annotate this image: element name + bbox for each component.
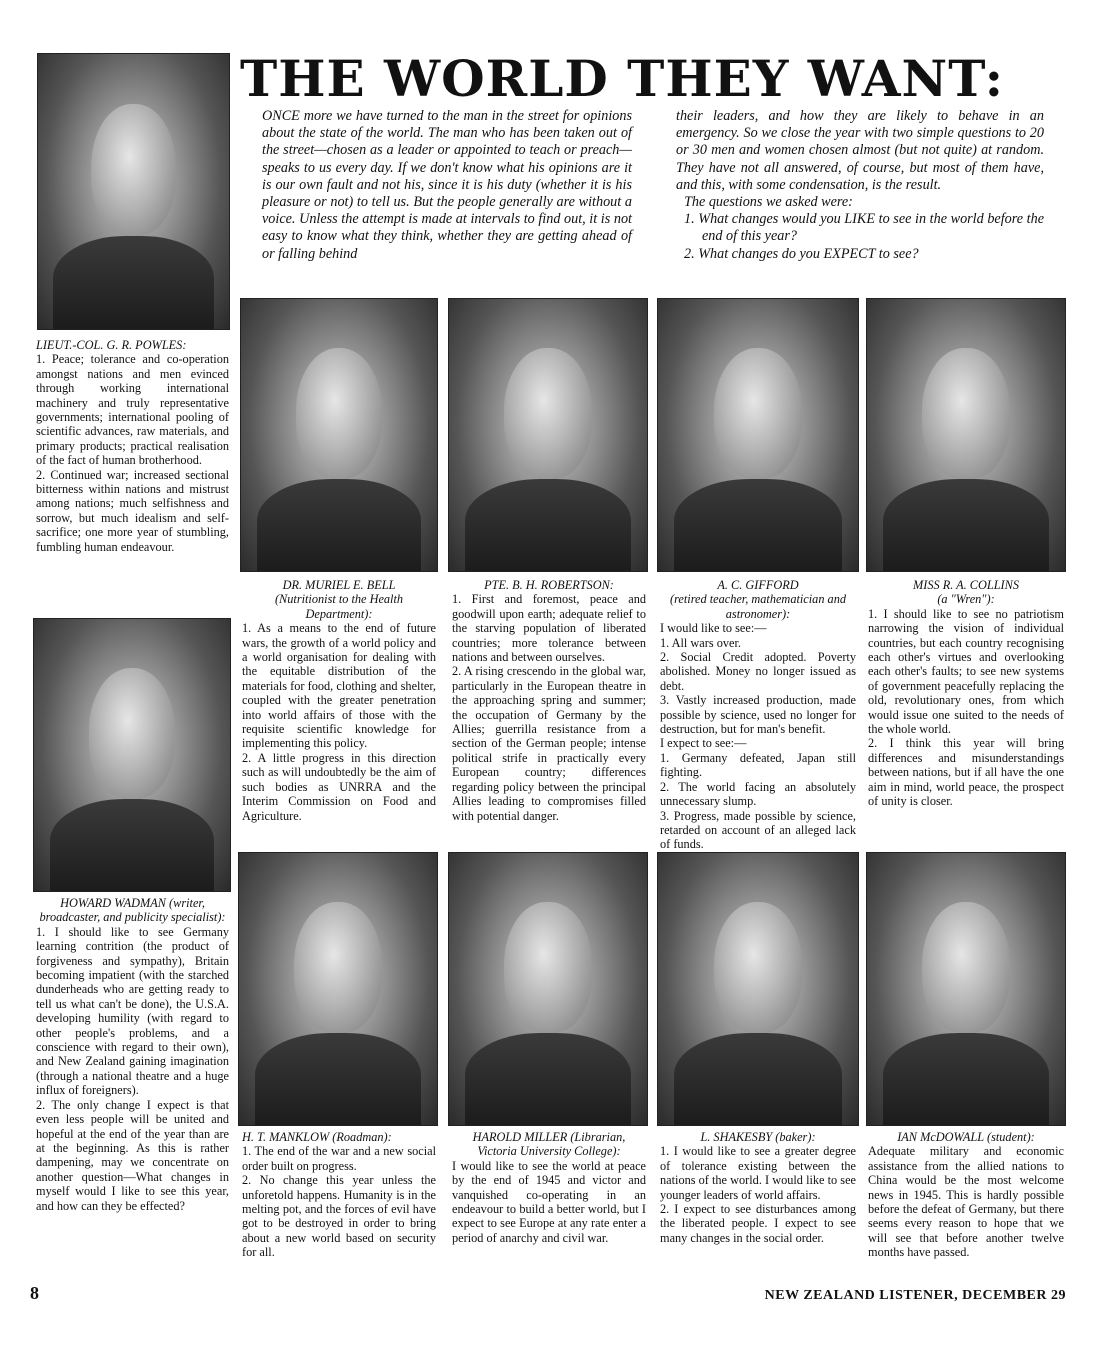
- person-role: (a "Wren"):: [937, 592, 995, 607]
- person-name: L. SHAKESBY (baker):: [700, 1130, 816, 1144]
- caption-bell: [242, 578, 436, 823]
- answer-1: 1. The end of the war and a new social order built on progress.: [242, 1144, 436, 1173]
- portrait-robertson: [448, 298, 648, 572]
- answer-2: 2. A little progress in this direction such as will undoubtedly be the aim of such bodies as UNRRA and the Interim Commission on Food and Agriculture.: [242, 750, 436, 823]
- caption-gifford: [660, 578, 856, 852]
- caption-shakesby: [660, 1130, 856, 1245]
- person-name: MISS R. A. COLLINS: [912, 578, 1019, 592]
- person-name: H. T. MANKLOW (Roadman):: [242, 1130, 392, 1144]
- answer-2: 2. I think this year will bring differences and misunderstandings between nations, but if all have the one aim in mind, world peace, the prospect of unity is closer.: [868, 736, 1064, 809]
- portrait-miller: [448, 852, 648, 1126]
- page-title: THE WORLD THEY WANT:: [240, 49, 1005, 108]
- person-name: LIEUT.-COL. G. R. POWLES:: [36, 338, 187, 352]
- portrait-wadman: [33, 618, 231, 892]
- portrait-gifford: [657, 298, 859, 572]
- like-item: 2. Social Credit adopted. Poverty abolished. Money no longer issued as debt.: [660, 650, 856, 693]
- like-heading: I would like to see:—: [660, 621, 767, 636]
- portrait-shakesby: [657, 852, 859, 1126]
- portrait-powles: [37, 53, 230, 330]
- expect-heading: I expect to see:—: [660, 736, 747, 751]
- person-role: (Nutritionist to the Health Department):: [274, 592, 404, 621]
- answer-1: 1. I should like to see Germany learning contrition (the product of forgiveness and sympathy), Britain becoming impatient (with the starched dunderheads who are getting ready to tell us what can't be done), the U.S.A. developing humility (with regard to other people's problems, and a conscience with regard to their own), and New Zealand gaining imagination (through a national theatre and a huge influx of foreigners).: [36, 924, 229, 1098]
- caption-wadman: [36, 896, 229, 1213]
- question-2: 2. What changes do you EXPECT to see?: [684, 245, 919, 262]
- answer-2: 2. The only change I expect is that even less people will be united and hopeful at the end of the year than are at the beginning. As this is rather dampening, may we concentrate on another question—What changes in myself would I like to see this year, and how can they be effected?: [36, 1097, 229, 1213]
- portrait-bell: [240, 298, 438, 572]
- publication-line: NEW ZEALAND LISTENER, DECEMBER 29: [764, 1288, 1066, 1303]
- answer-1: Adequate military and economic assistance from the allied nations to China would be the most welcome news in 1945. This is hardly possible before the defeat of Germany, but there seems every reason to hope that we will see that before another twelve months have passed.: [868, 1144, 1064, 1260]
- answer-2: 2. A rising crescendo in the global war, particularly in the European theatre in the approaching spring and summer; the occupation of Germany by the Allies; guerrilla resistance from a section of the German people; intense political strife in practically every European country; differences regarding policy between the principal Allies leading to compromises filled with potential danger.: [452, 664, 646, 823]
- answer-1: 1. Peace; tolerance and co-operation amongst nations and men evinced through working international machinery and truly representative governments; international pooling of scientific advances, raw materials, and primary products; practical realisation of the fact of human brotherhood.: [36, 352, 229, 468]
- person-name: PTE. B. H. ROBERTSON:: [484, 578, 614, 592]
- person-name: HOWARD WADMAN (writer, broadcaster, and publicity specialist):: [39, 896, 226, 925]
- answer-2: 2. No change this year unless the unforetold happens. Humanity is in the melting pot, and the forces of evil have got to be destroyed in order to bring about a new world based on security for all.: [242, 1173, 436, 1260]
- portrait-collins: [866, 298, 1066, 572]
- portrait-mcdowall: [866, 852, 1066, 1126]
- caption-mcdowall: [868, 1130, 1064, 1260]
- like-item: 3. Vastly increased production, made possible by science, used no longer for destruction, but for man's benefit.: [660, 693, 856, 737]
- portrait-manklow: [238, 852, 438, 1126]
- answer-1: 1. First and foremost, peace and goodwill upon earth; adequate relief to the starving population of liberated countries; more tolerance between nations and between ourselves.: [452, 592, 646, 665]
- answer-2: 2. I expect to see disturbances among the liberated people. I expect to see many changes in the social order.: [660, 1202, 856, 1245]
- answer-1: 1. As a means to the end of future wars, the growth of a world policy and a world organisation for dealing with the equitable distribution of the materials for food, clothing and shelter, coupled with the greater penetration into world affairs of those with the requisite scientific knowledge for implementing this policy.: [242, 621, 436, 751]
- person-name: IAN McDOWALL (student):: [897, 1130, 1035, 1144]
- person-name: A. C. GIFFORD: [717, 578, 799, 592]
- caption-miller: [452, 1130, 646, 1245]
- question-1: 1. What changes would you LIKE to see in the world before the end of this year?: [684, 211, 1044, 245]
- page-number: 8: [30, 1283, 39, 1303]
- expect-item: 3. Progress, made possible by science, retarded on account of an alleged lack of funds.: [660, 808, 856, 852]
- answer-1: I would like to see the world at peace by the end of 1945 and victor and vanquished co-operating in an endeavour to build a better world, but I expect to see Europe at any rate enter a period of anarchy and civil war.: [452, 1158, 646, 1245]
- questions-intro: The questions we asked were:: [684, 194, 853, 211]
- intro-right-text: their leaders, and how they are likely to behave in an emergency. So we close the year with two simple questions to 20 or 30 men and women chosen almost (but not quite) at random. They have not all answered, of course, but most of them have, and this, with some condensation, is the result.: [676, 108, 1044, 193]
- intro-right: [676, 108, 1044, 263]
- person-role: (retired teacher, mathematician and astronomer):: [670, 592, 846, 621]
- caption-manklow: [242, 1130, 436, 1260]
- intro-left-text: ONCE more we have turned to the man in the street for opinions about the state of the world. The man who has been taken out of the street—chosen as a leader or appointed to teach or preach—speaks to us every day. If we don't know what his opinions are it is our own fault and not his, since it is his duty (whether it is his pleasure or not) to tell us. But the people generally are without a voice. Unless the attempt is made at intervals to find out, it is not easy to know what they think, whether they are getting ahead of or falling behind: [262, 108, 632, 262]
- person-name: DR. MURIEL E. BELL: [282, 578, 396, 592]
- answer-2: 2. Continued war; increased sectional bitterness within nations and mistrust among nations; much selfishness and sorrow, but much idealism and self-sacrifice; one more year of stumbling, fumbling human endeavour.: [36, 467, 229, 554]
- caption-robertson: [452, 578, 646, 823]
- intro-left: [262, 108, 632, 263]
- caption-powles: [36, 338, 229, 554]
- expect-item: 1. Germany defeated, Japan still fighting.: [660, 750, 856, 780]
- person-name: HAROLD MILLER (Librarian, Victoria University College):: [472, 1130, 626, 1159]
- answer-1: 1. I should like to see no patriotism narrowing the vision of individual countries, but each country recognising each other's virtues and overlooking each other's faults; to see new systems of government peacefully replacing the old, revolutionary ones, from which would issue one suited to the needs of the whole world.: [868, 606, 1064, 737]
- expect-item: 2. The world facing an absolutely unnecessary slump.: [660, 779, 856, 809]
- caption-collins: [868, 578, 1064, 809]
- answer-1: 1. I would like to see a greater degree of tolerance existing between the nations of the world. I would like to see younger leaders of world affairs.: [660, 1144, 856, 1202]
- like-item: 1. All wars over.: [660, 635, 741, 650]
